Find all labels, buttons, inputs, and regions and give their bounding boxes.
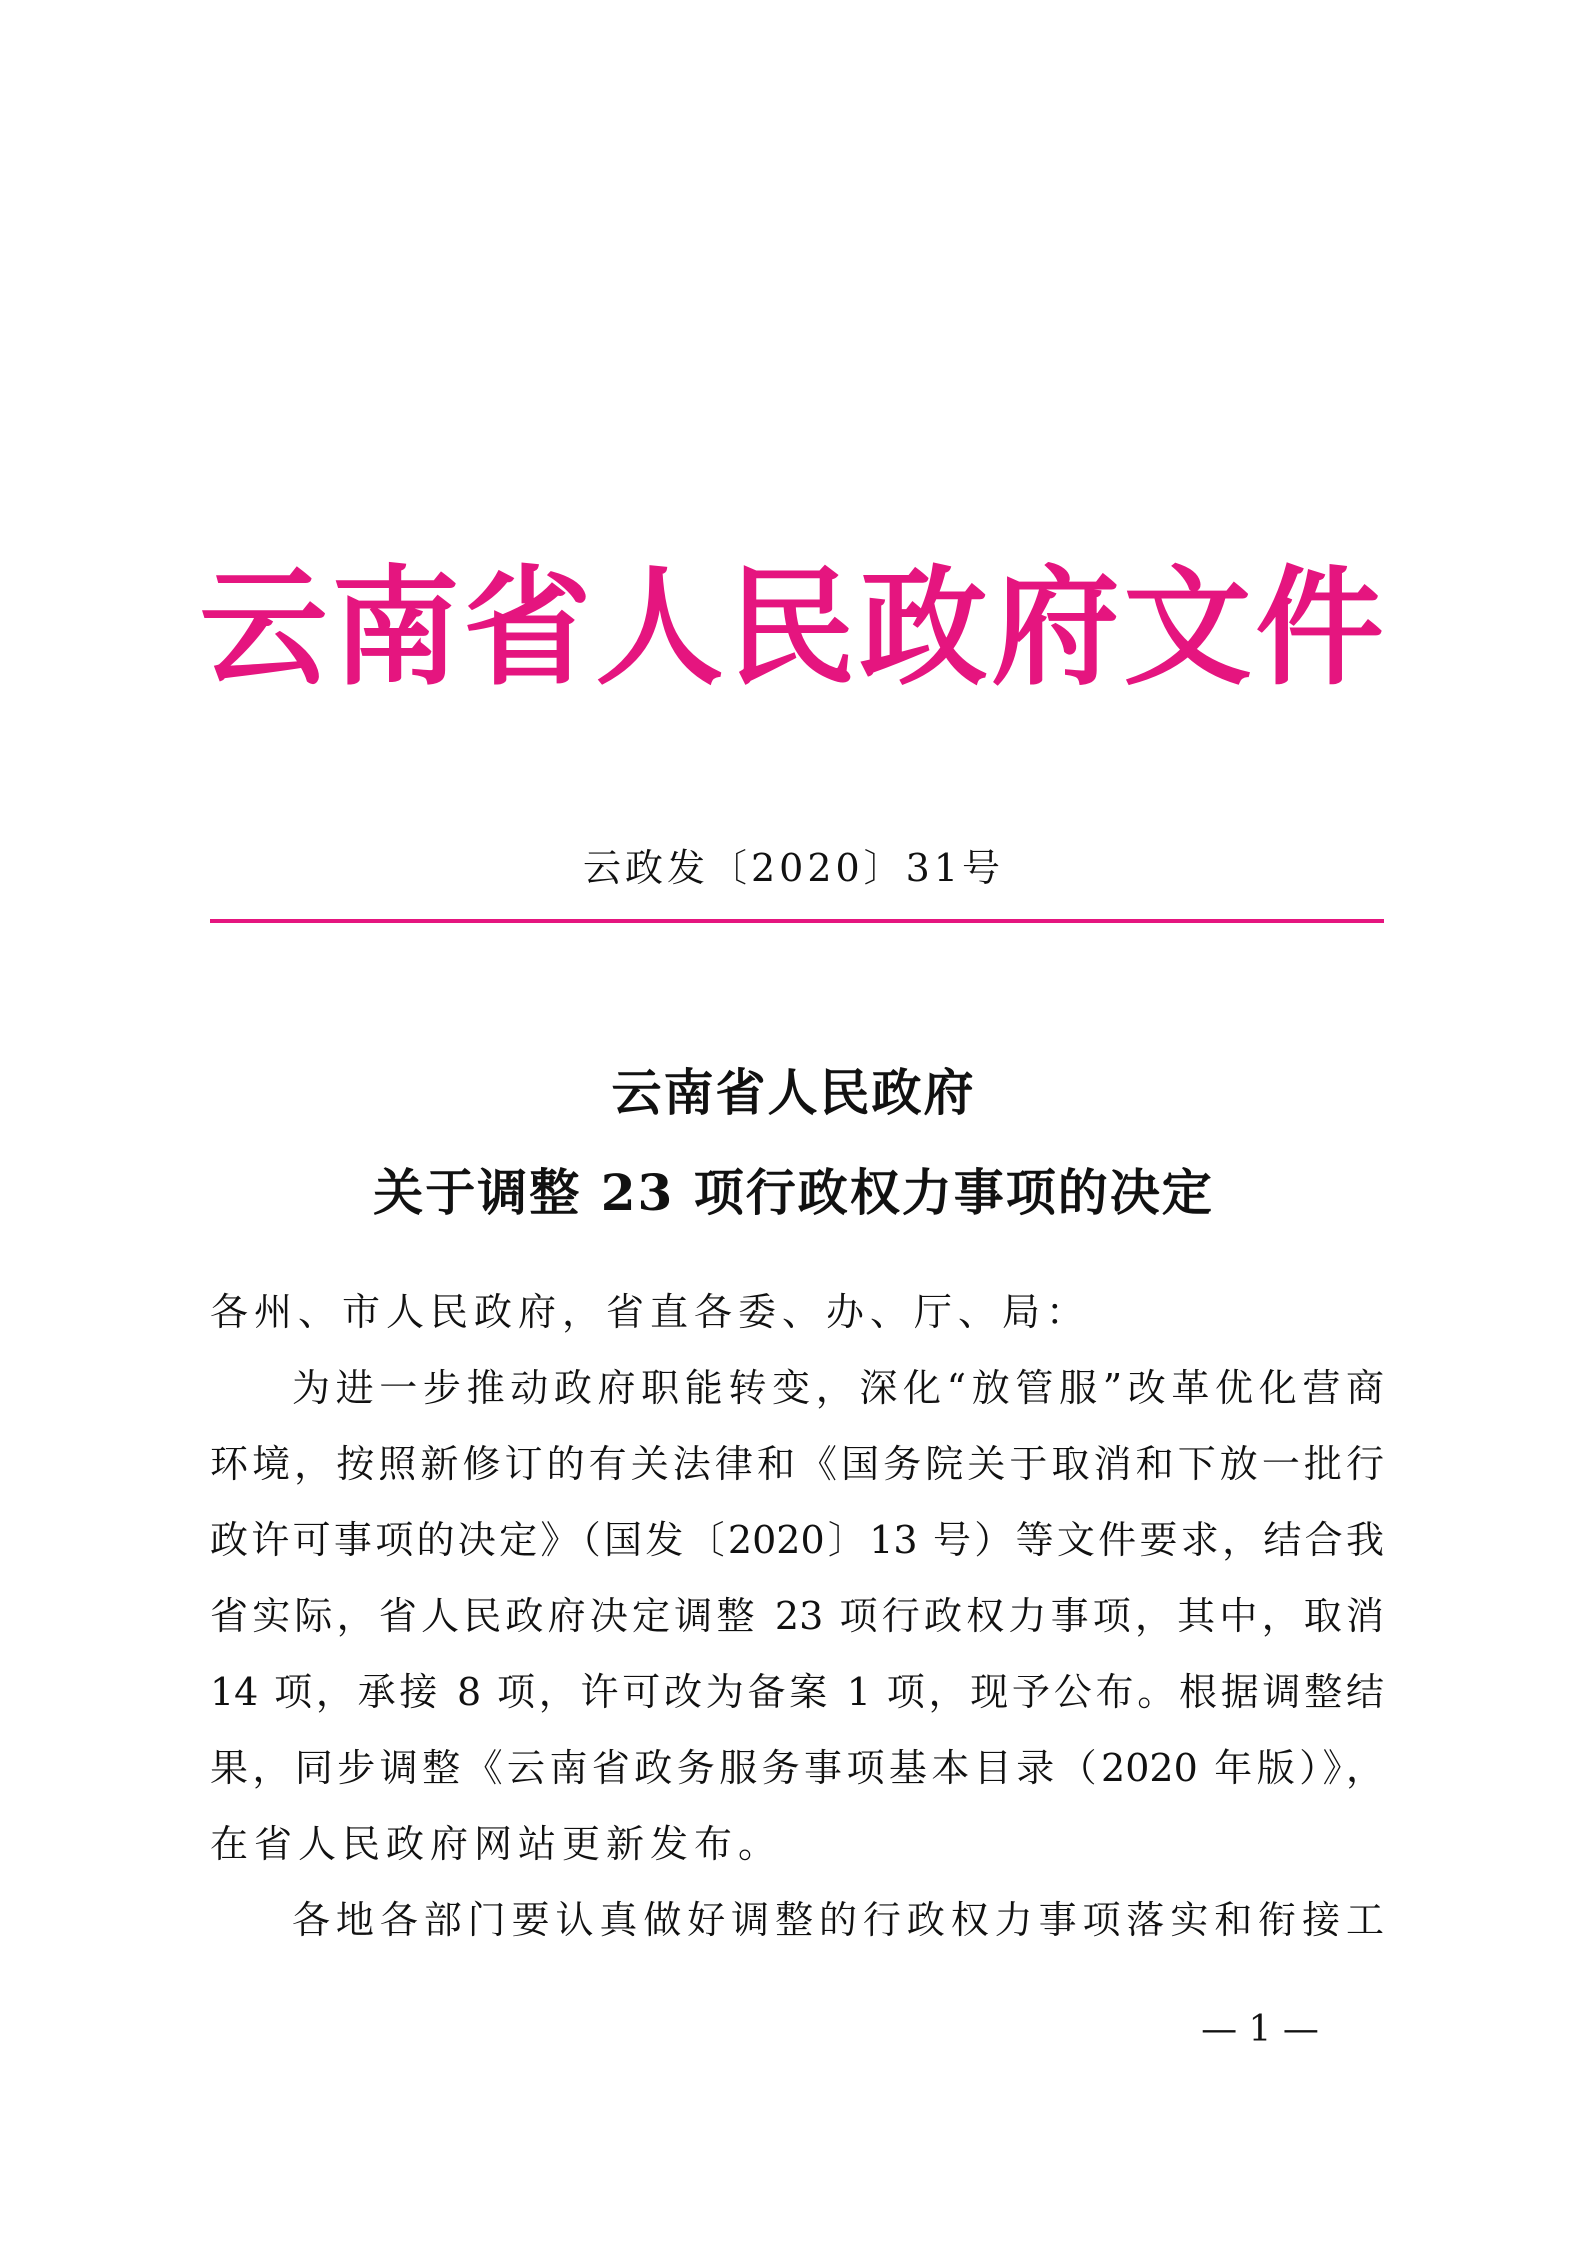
body-line-2: 环境，按照新修订的有关法律和《国务院关于取消和下放一批行	[210, 1442, 1384, 1486]
page-number: — 1 —	[1201, 2009, 1319, 2050]
salutation: 各州、市人民政府，省直各委、办、厅、局：	[210, 1290, 1091, 1334]
body-line-7: 在省人民政府网站更新发布。	[210, 1822, 783, 1866]
document-number: 云政发〔2020〕31号	[582, 846, 1005, 890]
body-line-4: 省实际，省人民政府决定调整 23 项行政权力事项，其中，取消	[210, 1594, 1384, 1638]
document-title-line-1: 云南省人民政府	[611, 1063, 976, 1122]
body-line-8: 各地各部门要认真做好调整的行政权力事项落实和衔接工	[292, 1898, 1384, 1942]
body-line-6: 果，同步调整《云南省政务服务事项基本目录（2020 年版）》，	[210, 1746, 1384, 1790]
document-title-line-2: 关于调整 23 项行政权力事项的决定	[373, 1163, 1214, 1222]
red-divider-line	[210, 919, 1384, 923]
body-line-5: 14 项，承接 8 项，许可改为备案 1 项，现予公布。根据调整结	[210, 1670, 1384, 1714]
body-line-3: 政许可事项的决定》（国发〔2020〕13 号）等文件要求，结合我	[210, 1518, 1384, 1562]
masthead-title: 云南省人民政府文件	[199, 553, 1388, 703]
body-line-1: 为进一步推动政府职能转变，深化“放管服”改革优化营商	[292, 1366, 1384, 1410]
